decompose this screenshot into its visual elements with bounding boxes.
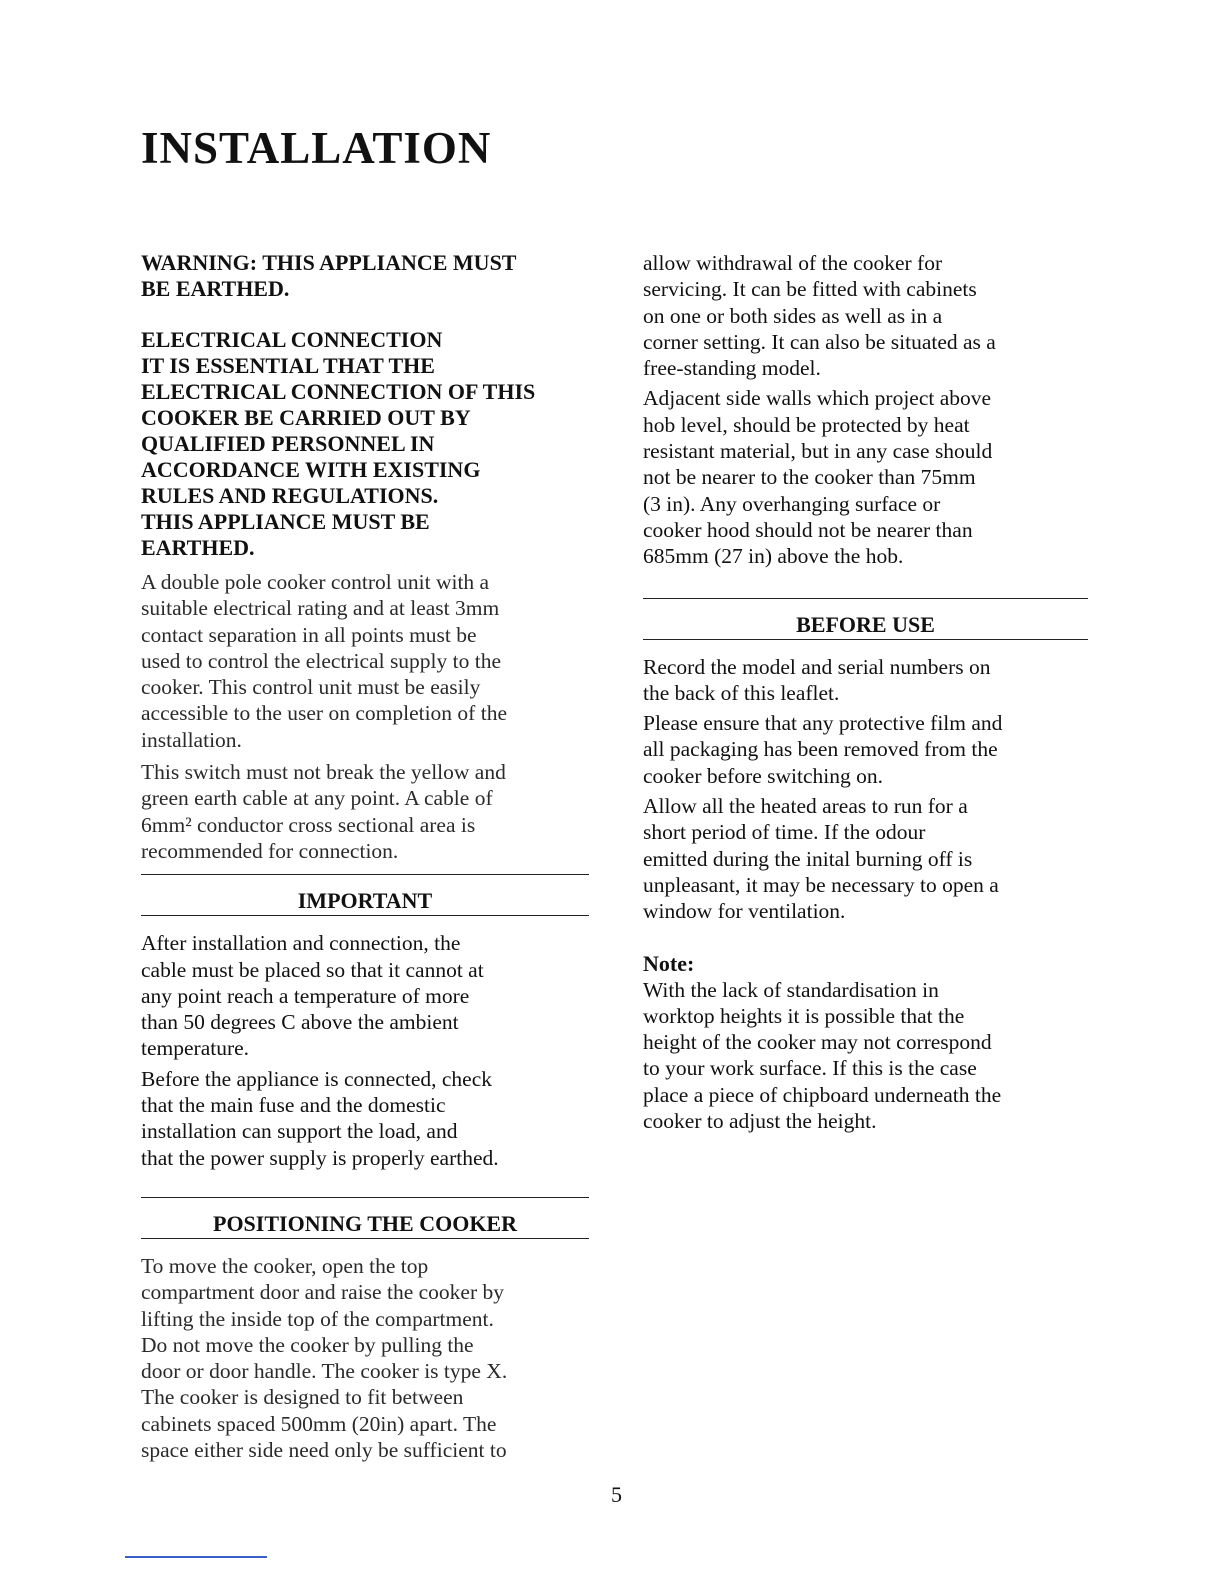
control-unit-paragraph: A double pole cooker control unit with a suitable electrical rating and at least 3mm contact separation in all points must be used to control the electrical supply to the cooker. This control unit must be easily accessible to the user on completion of the installation. — [141, 570, 507, 752]
record-numbers-paragraph: Record the model and serial numbers on the back of this leaflet. — [643, 654, 991, 705]
left-column — [141, 250, 589, 1463]
note-label: Note: — [643, 950, 695, 976]
before-use-heading: BEFORE USE — [643, 598, 1088, 640]
warning-earthed: WARNING: THIS APPLIANCE MUST BE EARTHED. — [141, 250, 517, 301]
positioning-paragraph: To move the cooker, open the top compartment door and raise the cooker by lifting the inside top of the compartment. Do not move the cooker by pulling the door or door handle. The cooker is type X. The cooker is designed to fit between cabinets spaced 500mm (20in) apart. The space either side need only be sufficient to — [141, 1253, 508, 1463]
page-title: INSTALLATION — [141, 123, 492, 173]
page-number: 5 — [611, 1482, 622, 1507]
side-walls-paragraph: Adjacent side walls which project above hob level, should be protected by heat resistant material, but in any case should not be nearer to the cooker than 75mm (3 in). Any overhanging surface or cooker hood should not be nearer than 685mm (27 in) above the hob. — [643, 386, 993, 569]
note-paragraph: With the lack of standardisation in worktop heights it is possible that the height of the cooker may not correspond to your work surface. If this is the case place a piece of chipboard underneath the cooker to adjust the height. — [643, 977, 1002, 1134]
protective-film-paragraph: Please ensure that any protective film and all packaging has been removed from the cooker before switching on. — [643, 711, 1003, 788]
withdrawal-paragraph: allow withdrawal of the cooker for servicing. It can be fitted with cabinets on one or both sides as well as in a corner setting. It can also be situated as a free-standing model. — [643, 251, 996, 381]
positioning-heading: POSITIONING THE COOKER — [141, 1197, 589, 1239]
fuse-check-paragraph: Before the appliance is connected, check that the main fuse and the domestic installation can support the load, and that the power supply is properly earthed. — [141, 1066, 499, 1170]
earth-cable-paragraph: This switch must not break the yellow and green earth cable at any point. A cable of 6mm² conductor cross sectional area is recommended for connection. — [141, 760, 506, 863]
cable-temperature-paragraph: After installation and connection, the cable must be placed so that it cannot at any point reach a temperature of more than 50 degrees C above the ambient temperature. — [141, 931, 484, 1061]
important-heading: IMPORTANT — [141, 874, 589, 916]
footer-divider — [125, 1556, 267, 1558]
right-column — [643, 250, 1088, 1134]
heated-areas-paragraph: Allow all the heated areas to run for a short period of time. If the odour emitted during the inital burning off is unpleasant, it may be necessary to open a window for ventilation. — [643, 794, 999, 924]
electrical-connection-notice: ELECTRICAL CONNECTION IT IS ESSENTIAL THAT THE ELECTRICAL CONNECTION OF THIS COOKER BE CARRIED OUT BY QUALIFIED PERSONNEL IN ACCORDANCE WITH EXISTING RULES AND REGULATIONS. THIS APPLIANCE MUST BE EARTHED. — [141, 327, 536, 560]
